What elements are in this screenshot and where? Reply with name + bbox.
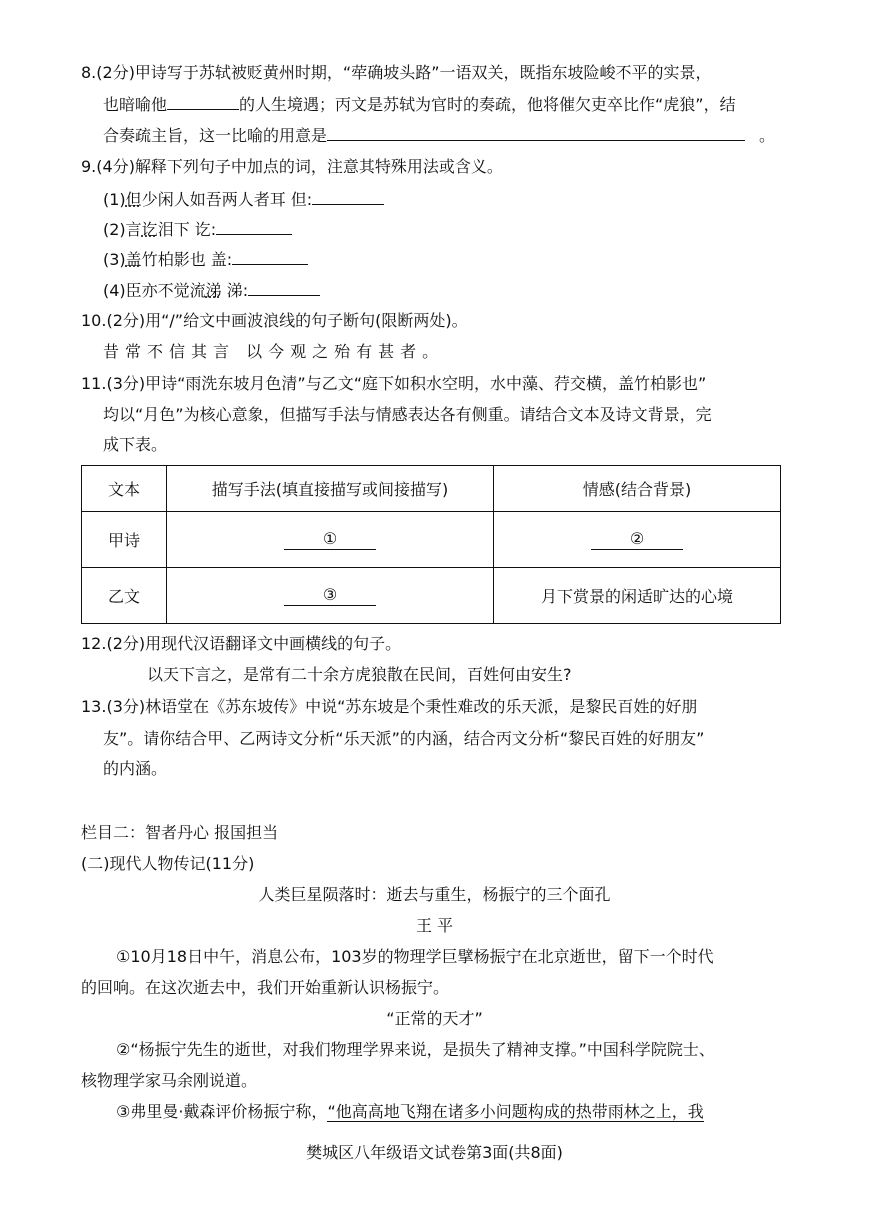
q9-item-2 (103, 218, 292, 241)
q11-table-header-text: 文本 (82, 466, 167, 512)
q11-table-row (82, 568, 781, 624)
q11-table-cell-text: 乙文 (82, 568, 167, 624)
q9-item-2-dotted-word: 讫 (141, 220, 158, 239)
paragraph-3-line-1 (116, 1101, 704, 1123)
q11-table-cell-emotion: 月下赏景的闲适旷达的心境 (494, 568, 781, 624)
q11-table-cell-method (167, 512, 494, 568)
q9-item-1-dotted-word: 但 (125, 190, 142, 209)
q9-answer-blank-4[interactable] (248, 279, 320, 296)
column-heading: 栏目二：智者丹心 报国担当 (81, 823, 279, 842)
q9-title: 9.(4分)解释下列句子中加点的词，注意其特殊用法或含义。 (81, 157, 503, 176)
q11-line-2: 均以“月色”为核心意象，但描写手法与情感表达各有侧重。请结合文本及诗文背景，完 (103, 405, 712, 424)
q9-answer-blank-2[interactable] (216, 218, 292, 235)
q11-line-1: 11.(3分)甲诗“雨洗东坡月色清”与乙文“庭下如积水空明，水中藻、荇交横，盖竹柏影也” (81, 374, 707, 393)
q11-table-header-emotion: 情感(结合背景) (494, 466, 781, 512)
article-author: 王 平 (415, 916, 454, 935)
q10-sentence: 昔常不信其言 以今观之殆有甚者。 (103, 342, 445, 361)
q8-line-2 (103, 93, 736, 116)
q12-title: 12.(2分)用现代汉语翻译文中画横线的句子。 (81, 634, 402, 653)
q9-item-4 (103, 279, 320, 302)
q11-table-cell-emotion (494, 512, 781, 568)
q8-answer-blank-1[interactable] (167, 93, 239, 110)
q9-item-3-dotted-word: 盖 (125, 250, 142, 269)
q11-answer-blank-2[interactable]: ② (591, 529, 683, 550)
paragraph-1-line-1: ①10月18日中午，消息公布，103岁的物理学巨擘杨振宁在北京逝世，留下一个时代 (116, 947, 714, 966)
q9-answer-blank-3[interactable] (232, 248, 308, 265)
article-title: 人类巨星陨落时：逝去与重生，杨振宁的三个面孔 (258, 885, 611, 904)
q11-table-row (82, 512, 781, 568)
q13-line-3: 的内涵。 (103, 759, 168, 778)
q11-table (81, 465, 781, 624)
q8-answer-blank-2[interactable] (327, 124, 745, 141)
q9-item-3 (103, 248, 308, 271)
q9-answer-blank-1[interactable] (312, 188, 384, 205)
q9-item-1 (103, 188, 384, 211)
q8-line-1: 8.(2分)甲诗写于苏轼被贬黄州时期，“荦确坡头路”一语双关，既指东坡险峻不平的实景， (81, 63, 712, 82)
q12-sentence: 以天下言之，是常有二十余方虎狼散在民间，百姓何由安生? (147, 665, 572, 684)
q9-item-4-pre: (4)臣亦不觉流 (103, 281, 206, 300)
paragraph-3-start: ③弗里曼·戴森评价杨振宁称， (116, 1102, 328, 1121)
q8-line-3-end: 。 (759, 126, 776, 145)
q8-line-2-start: 也暗喻他 (103, 95, 168, 114)
paragraph-2-line-2: 核物理学家马余刚说道。 (81, 1071, 258, 1090)
q9-item-3-post: 竹柏影也 盖: (141, 250, 233, 269)
q11-answer-blank-1[interactable]: ① (284, 529, 376, 550)
q10-title: 10.(2分)用“/”给文中画波浪线的句子断句(限断两处)。 (81, 311, 468, 330)
q8-line-2-end: 的人生境遇；丙文是苏轼为官时的奏疏，他将催欠吏卒比作“虎狼”，结 (239, 95, 736, 114)
q8-line-3-start: 合奏疏主旨，这一比喻的用意是 (103, 126, 328, 145)
page-footer: 樊城区八年级语文试卷第3面(共8面) (306, 1143, 563, 1162)
q9-item-4-dotted-word: 涕 (205, 281, 222, 300)
paragraph-2-line-1: ②“杨振宁先生的逝世，对我们物理学界来说，是损失了精神支撑。”中国科学院院士、 (116, 1040, 715, 1059)
q8-line-3 (103, 124, 775, 147)
q9-item-1-pre: (1) (103, 190, 126, 209)
q11-table-header-row (82, 466, 781, 512)
q9-item-4-post: 涕: (221, 281, 249, 300)
q11-answer-blank-3[interactable]: ③ (284, 585, 376, 606)
q11-table-cell-text: 甲诗 (82, 512, 167, 568)
paragraph-1-line-2: 的回响。在这次逝去中，我们开始重新认识杨振宁。 (81, 978, 450, 997)
article-subtitle: “正常的天才” (386, 1009, 483, 1028)
q13-line-1: 13.(3分)林语堂在《苏东坡传》中说“苏东坡是个秉性难改的乐天派，是黎民百姓的好朋 (81, 697, 698, 716)
q11-line-3: 成下表。 (103, 435, 168, 454)
q11-table-header-method: 描写手法(填直接描写或间接描写) (167, 466, 494, 512)
q9-item-2-pre: (2)言 (103, 220, 142, 239)
q9-item-1-post: 少闲人如吾两人者耳 但: (141, 190, 313, 209)
q11-table-cell-method (167, 568, 494, 624)
q9-item-2-post: 泪下 讫: (157, 220, 217, 239)
q9-item-3-pre: (3) (103, 250, 126, 269)
paragraph-3-underlined-quote: “他高高地飞翔在诸多小问题构成的热带雨林之上，我 (327, 1102, 704, 1121)
part-heading: (二)现代人物传记(11分) (81, 854, 255, 873)
q13-line-2: 友”。请你结合甲、乙两诗文分析“乐天派”的内涵，结合丙文分析“黎民百姓的好朋友” (103, 729, 705, 748)
